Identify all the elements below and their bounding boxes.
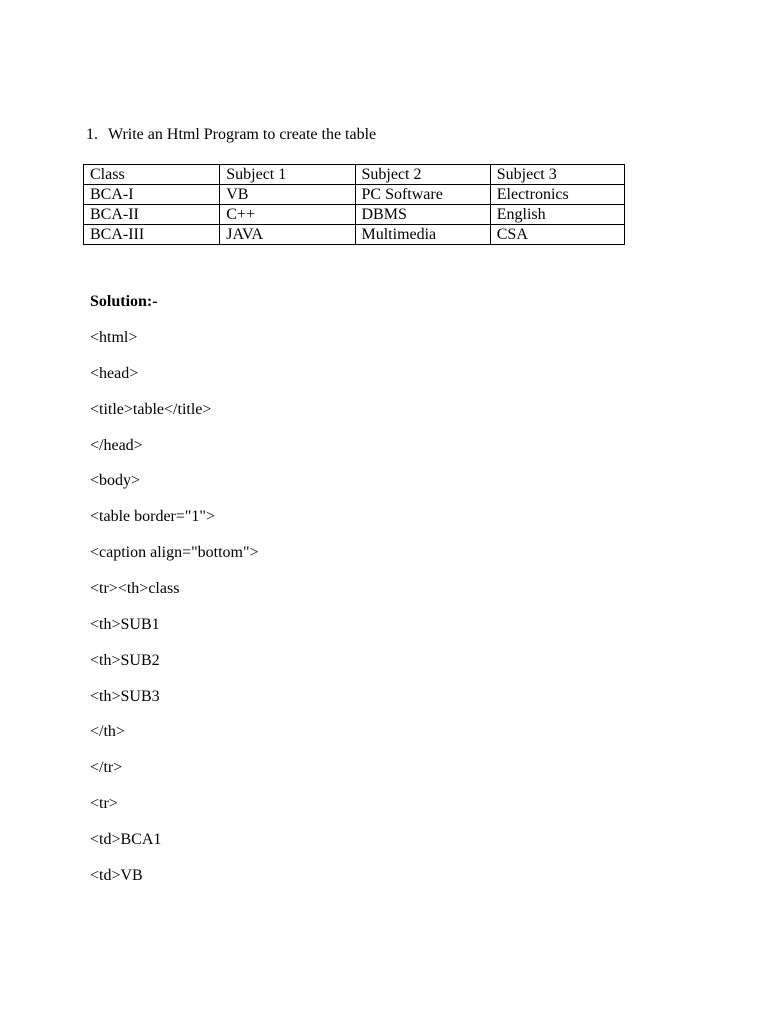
code-line: <th>SUB3: [90, 688, 160, 705]
solution-heading: Solution:-: [90, 293, 158, 310]
table-cell: JAVA: [220, 225, 355, 245]
code-line: </th>: [90, 723, 125, 740]
question-text: Write an Html Program to create the table: [108, 126, 377, 143]
question: [86, 125, 376, 145]
code-line: <th>SUB2: [90, 652, 160, 669]
table-cell: Electronics: [490, 185, 624, 205]
table-cell: Class: [84, 165, 220, 185]
code-line: <table border="1">: [90, 508, 215, 525]
code-line: <head>: [90, 365, 139, 382]
table-cell: BCA-I: [84, 185, 220, 205]
code-line: <td>VB: [90, 867, 143, 884]
table-row: [84, 185, 625, 205]
code-line: </tr>: [90, 759, 123, 776]
table-cell: CSA: [490, 225, 624, 245]
code-line: <html>: [90, 329, 138, 346]
table-cell: PC Software: [355, 185, 490, 205]
table-cell: Subject 3: [490, 165, 624, 185]
table-cell: VB: [220, 185, 355, 205]
table-cell: BCA-III: [84, 225, 220, 245]
table-cell: Subject 1: [220, 165, 355, 185]
table-cell: BCA-II: [84, 205, 220, 225]
table-cell: English: [490, 205, 624, 225]
table-cell: Multimedia: [355, 225, 490, 245]
table-cell: DBMS: [355, 205, 490, 225]
code-line: <title>table</title>: [90, 401, 212, 418]
code-line: <body>: [90, 472, 141, 489]
table-row: [84, 205, 625, 225]
subject-table: [83, 164, 625, 245]
table-cell: Subject 2: [355, 165, 490, 185]
code-line: <caption align="bottom">: [90, 544, 259, 561]
table-cell: C++: [220, 205, 355, 225]
code-line: </head>: [90, 437, 143, 454]
table-row: [84, 225, 625, 245]
code-line: <td>BCA1: [90, 831, 162, 848]
code-line: <tr><th>class: [90, 580, 180, 597]
code-line: <tr>: [90, 795, 118, 812]
question-number: 1.: [86, 126, 98, 143]
code-line: <th>SUB1: [90, 616, 160, 633]
table-header-row: [84, 165, 625, 185]
